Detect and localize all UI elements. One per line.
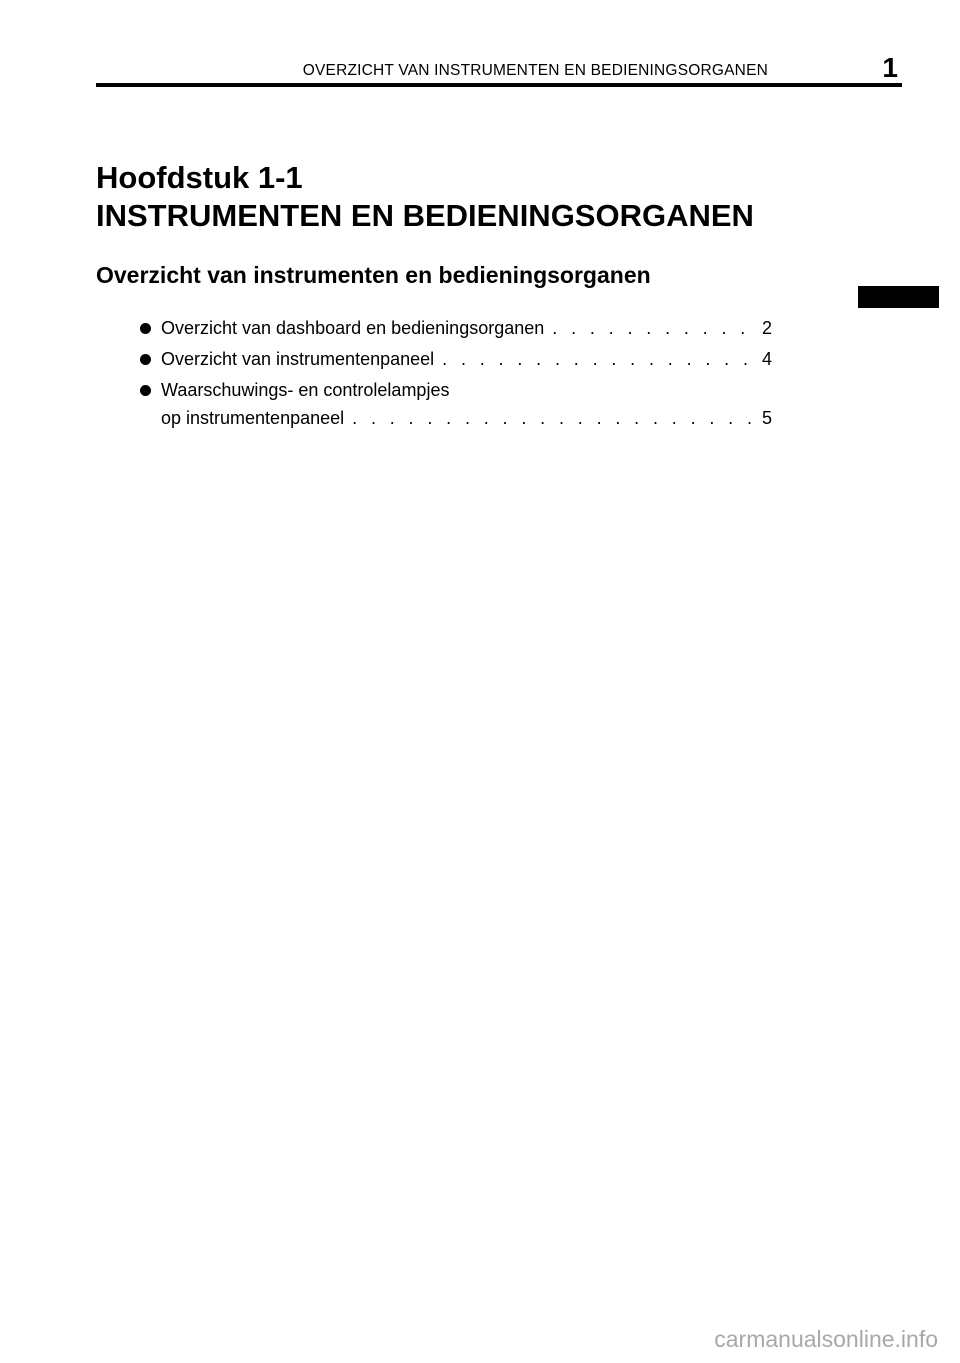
chapter-tab-marker: [858, 286, 939, 308]
table-of-contents: [140, 314, 772, 435]
running-header: [96, 52, 902, 84]
toc-item[interactable]: [140, 345, 772, 373]
toc-item[interactable]: [140, 314, 772, 342]
bullet-icon: [140, 385, 151, 396]
chapter-title: INSTRUMENTEN EN BEDIENINGSORGANEN: [96, 198, 754, 233]
toc-item-text: Overzicht van dashboard en bedieningsorganen: [161, 318, 545, 338]
toc-page-number: 4: [761, 349, 772, 369]
toc-item-text-continued: op instrumentenpaneel: [161, 408, 345, 428]
running-header-title: OVERZICHT VAN INSTRUMENTEN EN BEDIENINGSORGANEN: [302, 62, 768, 79]
footer-watermark: carmanualsonline.info: [714, 1326, 938, 1352]
chapter-number: 1: [882, 52, 898, 83]
bullet-icon: [140, 354, 151, 365]
toc-page-number: 2: [761, 318, 772, 338]
section-title: Overzicht van instrumenten en bedieningsorganen: [96, 262, 651, 288]
toc-dot-leader: [552, 314, 756, 342]
toc-page-number: 5: [761, 408, 772, 428]
chapter-label: Hoofdstuk 1-1: [96, 160, 303, 195]
toc-item[interactable]: [140, 376, 772, 432]
toc-dot-leader: [442, 345, 756, 373]
toc-dot-leader: [352, 404, 756, 432]
bullet-icon: [140, 323, 151, 334]
toc-item-text: Overzicht van instrumentenpaneel: [161, 349, 435, 369]
header-rule: [96, 83, 902, 87]
toc-item-text: Waarschuwings- en controlelampjes: [161, 380, 450, 400]
